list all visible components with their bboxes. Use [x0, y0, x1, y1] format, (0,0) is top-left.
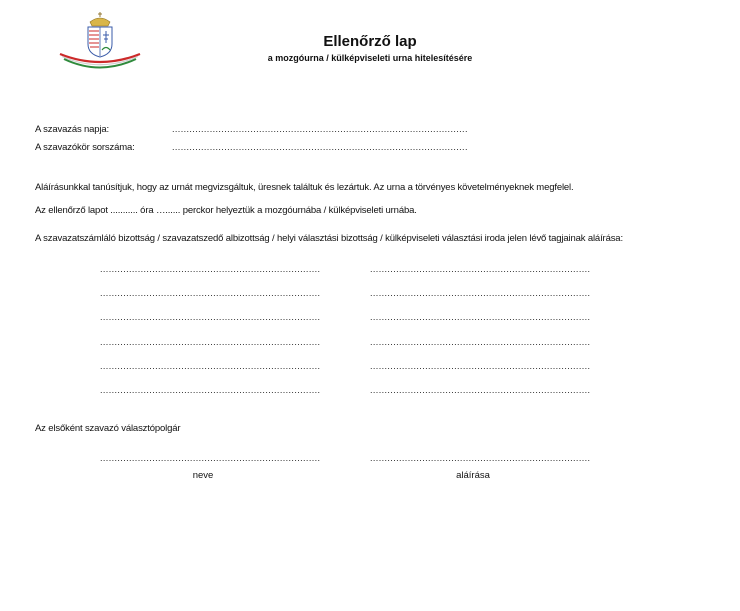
inspection-statement: Aláírásunkkal tanúsítjuk, hogy az urnát megvizsgáltuk, üresnek találtuk és lezártuk. Az urna a törvényes követelményeknek megfelel. — [35, 182, 574, 193]
signature-line: ............................................................................ — [100, 361, 321, 371]
first-voter-name-line: ............................................................................ — [100, 453, 321, 463]
page-subtitle: a mozgóurna / külképviseleti urna hitelesítésére — [267, 53, 473, 63]
signatories-statement: A szavazatszámláló bizottság / szavazatszedő albizottság / helyi választási bizottság / külképviseleti választási iroda jelen lévő tagjainak aláírása: — [35, 233, 623, 244]
first-voter-signature-line: ............................................................................ — [370, 453, 591, 463]
signature-line: ............................................................................ — [100, 312, 321, 322]
page-title: Ellenőrző lap — [323, 33, 417, 50]
signature-line: ............................................................................ — [100, 337, 321, 347]
first-voter-heading: Az elsőként szavazó választópolgár — [35, 423, 181, 434]
signature-line: ............................................................................ — [370, 361, 591, 371]
signature-line: ............................................................................ — [100, 385, 321, 395]
election-date-label: A szavazás napja: — [35, 124, 110, 135]
signature-line: ............................................................................ — [370, 337, 591, 347]
signature-line: ............................................................................ — [370, 264, 591, 274]
signature-line: ............................................................................ — [370, 288, 591, 298]
signature-line: ............................................................................ — [370, 385, 591, 395]
polling-station-number-label: A szavazókör sorszáma: — [35, 142, 135, 153]
placement-statement: Az ellenőrző lapot ........... óra …...... perckor helyeztük a mozgóurnába / külképviseleti urnába. — [35, 205, 417, 216]
polling-station-number-line: ...................................................................................................... — [172, 142, 468, 152]
signature-line: ............................................................................ — [100, 264, 321, 274]
first-voter-signature-caption: aláírása — [456, 470, 490, 481]
first-voter-name-caption: neve — [192, 470, 214, 481]
signature-line: ............................................................................ — [370, 312, 591, 322]
election-date-line: ...................................................................................................... — [172, 124, 468, 134]
signature-line: ............................................................................ — [100, 288, 321, 298]
